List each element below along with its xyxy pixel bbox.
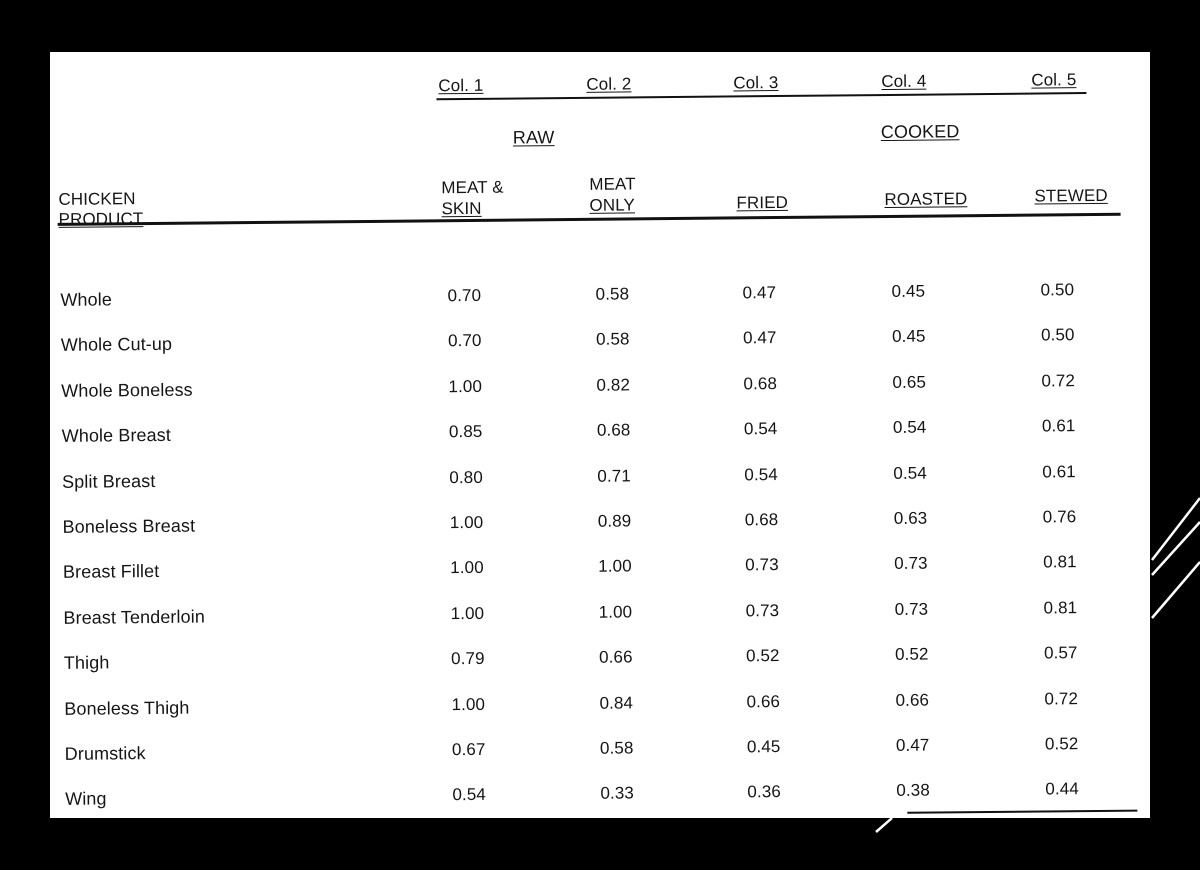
table-cell: 0.71 [597,466,631,486]
table-cell: 0.47 [742,328,777,348]
yield-table [50,52,1150,818]
table-cell: 0.72 [1041,370,1076,391]
row-label: Thigh [63,652,110,674]
table-cell: 0.85 [448,422,483,442]
table-cell: 0.73 [745,600,780,621]
table-cell: 1.00 [450,603,485,623]
table-cell: 0.54 [892,417,927,438]
row-label: Whole Cut-up [60,334,173,356]
table-cell: 0.50 [1040,280,1075,300]
table-cell: 0.67 [451,739,486,760]
table-cell: 1.00 [448,376,483,396]
row-label: Whole Breast [61,425,172,447]
table-cell: 0.89 [597,511,632,531]
table-cell: 0.61 [1042,461,1076,482]
table-cell: 0.72 [1044,688,1079,709]
col-header-5: STEWED [1034,185,1108,206]
table-cell: 0.45 [891,326,926,347]
col-number-3: Col. 3 [733,73,779,93]
table-cell: 0.68 [596,420,631,440]
table-cell: 0.36 [747,782,781,802]
table-cell: 0.84 [599,693,634,713]
table-cell: 1.00 [450,558,484,578]
col-header-1-line2: SKIN [441,198,482,219]
col-number-2: Col. 2 [586,74,632,94]
row-label: Boneless Thigh [64,697,190,719]
table-cell: 1.00 [598,556,632,577]
table-cell: 0.47 [895,735,930,755]
table-cell: 0.38 [896,780,930,801]
deco-line [1152,498,1200,560]
table-cell: 0.52 [894,644,929,665]
table-cell: 0.70 [447,285,482,306]
table-cell: 0.52 [1044,734,1079,754]
table-cell: 0.82 [596,375,631,395]
table-cell: 0.54 [743,419,778,439]
table-cell: 0.58 [599,738,634,758]
table-cell: 0.63 [893,508,928,528]
table-cell: 0.66 [895,690,930,710]
table-cell: 0.54 [893,463,927,483]
table-cell: 1.00 [451,694,486,714]
table-cell: 0.81 [1043,552,1077,572]
row-label: Boneless Breast [62,515,196,537]
col-number-5: Col. 5 [1031,70,1077,90]
table-cell: 0.66 [746,691,781,711]
table-cell: 0.68 [744,510,779,530]
table-cell: 0.54 [744,464,778,484]
table-cell: 0.45 [891,281,926,301]
group-raw: RAW [512,127,555,148]
table-cell: 0.50 [1040,325,1075,345]
table-cell: 0.47 [742,283,777,303]
table-cell: 0.33 [600,783,634,804]
row-header-line2: PRODUCT [58,209,144,229]
table-cell: 0.57 [1043,643,1078,663]
row-label: Whole Boneless [61,379,193,401]
scanned-document [50,52,1150,818]
col-header-2-line1: MEAT [589,174,636,194]
table-cell: 0.44 [1045,779,1079,799]
deco-line [1152,562,1200,618]
table-cell: 0.79 [451,649,485,669]
table-cell: 0.52 [745,646,780,666]
table-cell: 1.00 [449,512,484,533]
table-cell: 0.54 [452,785,486,805]
table-cell: 1.00 [598,602,633,622]
group-cooked: COOKED [880,121,960,143]
table-cell: 0.80 [449,467,483,487]
table-cell: 0.73 [894,553,928,574]
deco-line [1152,522,1200,575]
table-cell: 0.66 [598,647,633,667]
row-label: Breast Tenderloin [63,606,205,628]
table-cell: 0.70 [447,331,482,351]
col-number-1: Col. 1 [438,75,484,96]
col-header-2-line2: ONLY [589,195,636,215]
col-header-4: ROASTED [884,189,968,209]
col-header-3: FRIED [736,192,789,213]
table-cell: 0.81 [1043,597,1078,618]
col-number-4: Col. 4 [881,71,927,92]
row-label: Breast Fillet [62,561,160,583]
col-number-rule [436,92,1086,100]
table-cell: 0.58 [595,284,630,304]
row-label: Drumstick [64,743,146,764]
col-header-1-line1: MEAT & [441,177,504,198]
table-cell: 0.68 [743,373,778,394]
table-cell: 0.73 [745,555,779,575]
table-cell: 0.73 [894,599,929,619]
table-cell: 0.76 [1042,507,1077,527]
table-cell: 0.58 [595,329,630,350]
table-cell: 0.61 [1041,416,1076,436]
table-cell: 0.65 [892,372,927,392]
bottom-rule [907,810,1137,814]
table-cell: 0.45 [746,737,781,757]
row-label: Whole [60,289,113,310]
deco-line [876,818,892,832]
row-header-line1: CHICKEN [58,189,136,209]
row-label: Wing [65,788,107,810]
row-label: Split Breast [62,470,156,492]
